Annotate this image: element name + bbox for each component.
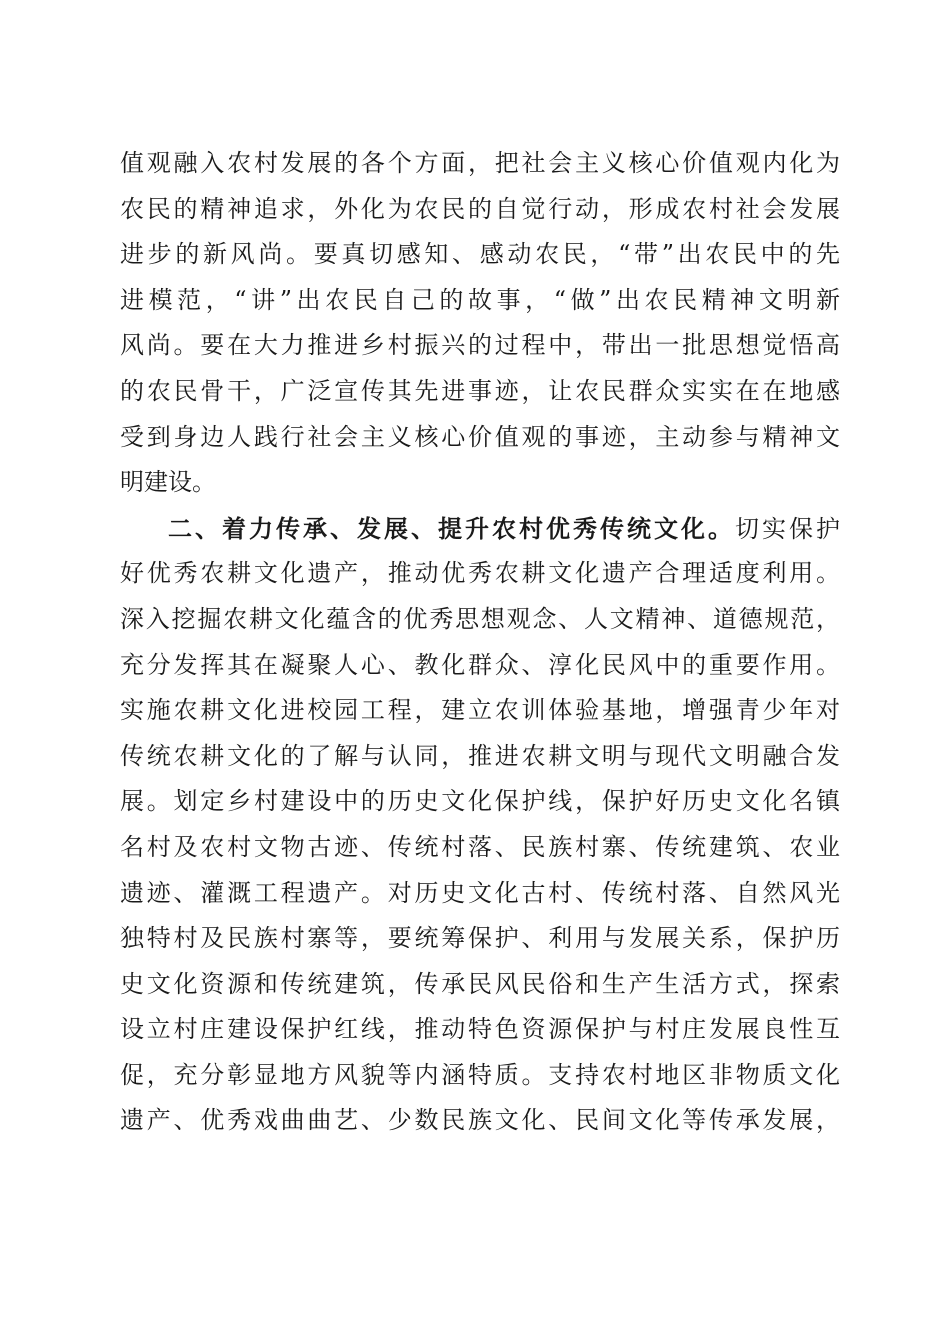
- paragraph-line: 实施农耕文化进校园工程，建立农训体验基地，增强青少年对: [120, 696, 840, 725]
- paragraph-2: [120, 506, 840, 1144]
- paragraph-line: 传统农耕文化的了解与认同，推进农耕文明与现代文明融合发: [120, 741, 840, 770]
- paragraph-line: 的农民骨干，广泛宣传其先进事迹，让农民群众实实在在地感: [120, 376, 840, 405]
- paragraph-line: 受到身边人践行社会主义核心价值观的事迹，主动参与精神文: [120, 422, 840, 451]
- paragraph-line: 遗迹、灌溉工程遗产。对历史文化古村、传统村落、自然风光: [120, 878, 840, 907]
- paragraph-line: 农民的精神追求，外化为农民的自觉行动，形成农村社会发展: [120, 194, 840, 223]
- paragraph-line: 充分发挥其在凝聚人心、教化群众、淳化民风中的重要作用。: [120, 650, 840, 679]
- paragraph-line: 遗产、优秀戏曲曲艺、少数民族文化、民间文化等传承发展，: [120, 1106, 840, 1135]
- paragraph-line: 风尚。要在大力推进乡村振兴的过程中，带出一批思想觉悟高: [120, 331, 840, 360]
- paragraph-line: 深入挖掘农耕文化蕴含的优秀思想观念、人文精神、道德规范，: [120, 604, 840, 633]
- paragraph-line: 好优秀农耕文化遗产，推动优秀农耕文化遗产合理适度利用。: [120, 559, 840, 588]
- paragraph-1: [120, 141, 840, 506]
- paragraph-line: 设立村庄建设保护红线，推动特色资源保护与村庄发展良性互: [120, 1015, 840, 1044]
- paragraph-line: 明建设。: [120, 468, 216, 497]
- paragraph-line: 展。划定乡村建设中的历史文化保护线，保护好历史文化名镇: [120, 787, 840, 816]
- paragraph-line: 独特村及民族村寨等，要统筹保护、利用与发展关系，保护历: [120, 924, 840, 953]
- paragraph-line: 名村及农村文物古迹、传统村落、民族村寨、传统建筑、农业: [120, 832, 840, 861]
- paragraph-line: 进步的新风尚。要真切感知、感动农民，“带”出农民中的先: [120, 240, 840, 269]
- paragraph-first-line: [120, 506, 840, 552]
- paragraph-line: 值观融入农村发展的各个方面，把社会主义核心价值观内化为: [120, 149, 840, 177]
- paragraph-line: 促，充分彰显地方风貌等内涵特质。支持农村地区非物质文化: [120, 1060, 840, 1089]
- section-heading: 二、着力传承、发展、提升农村优秀传统文化。: [168, 513, 735, 543]
- paragraph-line: 史文化资源和传统建筑，传承民风民俗和生产生活方式，探索: [120, 969, 840, 998]
- body-text: [120, 141, 840, 1144]
- paragraph-line-rest: 切实保护: [735, 514, 840, 543]
- paragraph-line: 进模范，“讲”出农民自己的故事，“做”出农民精神文明新: [120, 285, 840, 314]
